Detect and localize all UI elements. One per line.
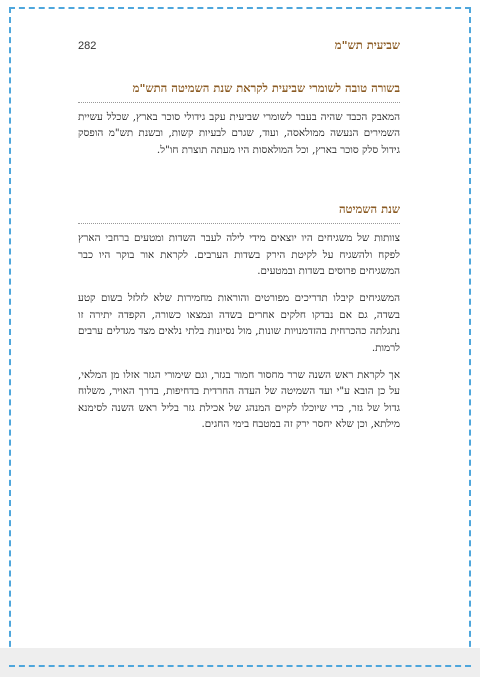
running-title: שביעית תש"מ	[334, 38, 400, 52]
paragraph: צוותות של משגיחים היו יוצאים מידי לילה לעבר השדות ומטעים ברחבי הארץ לפקח ולהשגיח על לקיטת הירק בשדות הערבים. לקראת אור בוקר היו כבר המשגיחים פרוסים בשדות ובמטעים.	[78, 232, 400, 278]
paragraph: המשגיחים קיבלו תדריכים מפורטים והוראות מחמירות שלא לזלזל בשום קטע בשדה, גם אם נבדקו חלקים אחרים בשדה ונמצאו כשורה, הקפדה יתירה זו נתגלתה כהכרחית בהזדמנויות שונות, מול נסיונות בלתי נלאים מצד מגדלים ערבים לרמות.	[78, 292, 400, 354]
paragraph: אך לקראת ראש השנה שרר מחסור חמור בגזר, וגם שימורי הגזר אזלו מן המלאי, על כן הובא ע"י ועד השמיטה של העדה החרדית בדחיפות, בדרך האויר, משלוח גדול של גזר, כדי שיוכלו לקיים המנהג של אכילת גזר בליל ראש השנה לסימנא מילתא, וכן שלא יחסר ירק זה במטבח בימי החגים.	[78, 369, 400, 431]
paragraph: המאבק הכבד שהיה בעבר לשומרי שביעית עקב גידולי סוכר בארץ, שכלל עשיית השמירים הנעשה ממולאסה, ועוד, שגרם לבעיות קשות, ובשנת תש"מ הופסק גידול סלק סוכר בארץ, וכל המולאסות היו מעתה תוצרת חו"ל.	[78, 111, 400, 156]
bottom-margin-band	[0, 648, 480, 677]
document-page	[78, 30, 400, 444]
section-heading-good-news: בשורה טובה לשומרי שביעית לקראת שנת השמיטה התש"מ	[132, 81, 400, 95]
bottom-dashed-border	[9, 665, 471, 667]
page-number: 282	[78, 40, 97, 52]
heading-divider	[78, 102, 400, 103]
running-header	[78, 38, 400, 60]
section-heading-shmita-year: שנת השמיטה	[338, 202, 400, 217]
heading-divider	[78, 223, 400, 224]
